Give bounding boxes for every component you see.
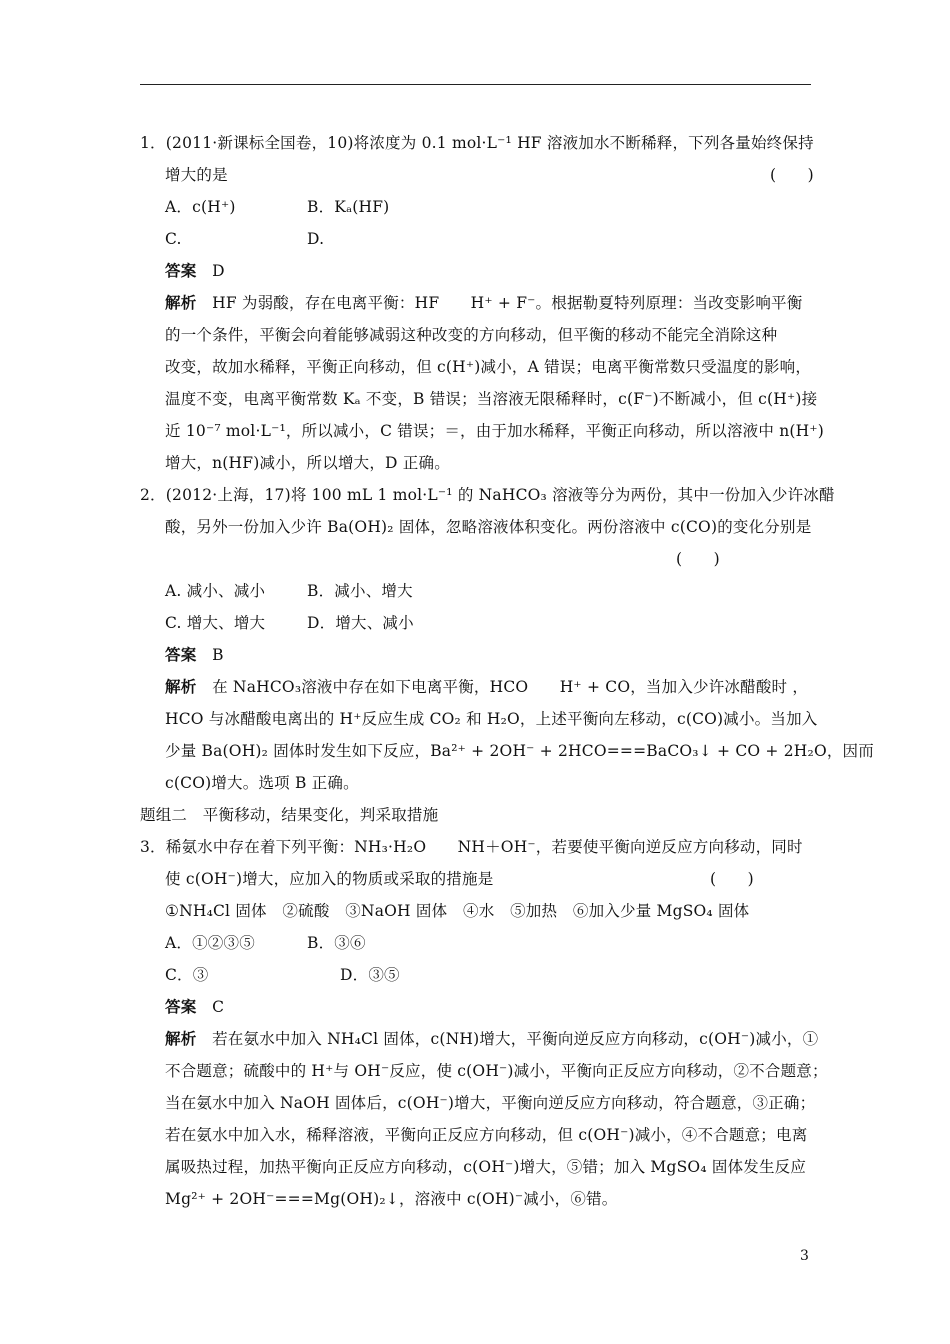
text-line: 题组二 平衡移动，结果变化，判采取措施 bbox=[140, 806, 439, 824]
text-line: 近 10⁻⁷ mol·L⁻¹，所以减小，C 错误；＝，由于加水稀释，平衡正向移动，所以溶液中 n(H⁺) bbox=[165, 422, 824, 440]
text-line: 不合题意；硫酸中的 H⁺与 OH⁻反应，使 c(OH⁻)减小，平衡向正反应方向移动，②不合题意； bbox=[165, 1062, 828, 1080]
text-line: HCO 与冰醋酸电离出的 H⁺反应生成 CO₂ 和 H₂O，上述平衡向左移动，c(CO)减小。当加入 bbox=[165, 710, 818, 728]
text-line: A．①②③⑤ bbox=[165, 934, 255, 952]
text-line: 属吸热过程，加热平衡向正反应方向移动，c(OH⁻)增大，⑤错；加入 MgSO₄ 固体发生反应 bbox=[165, 1158, 807, 1176]
text-line: ( ) bbox=[770, 166, 814, 184]
text-line: 解析 HF 为弱酸，存在电离平衡：HF H⁺ + F⁻。根据勒夏特列原理：当改变影响平衡 bbox=[165, 293, 803, 312]
text-line: Mg²⁺ + 2OH⁻===Mg(OH)₂↓，溶液中 c(OH)⁻减小，⑥错。 bbox=[165, 1190, 618, 1208]
text-line: C. 增大、增大 bbox=[165, 614, 266, 632]
text-line: D．③⑤ bbox=[340, 966, 400, 984]
text-line: 解析 在 NaHCO₃溶液中存在如下电离平衡，HCO H⁺ + CO，当加入少许冰醋酸时 ， bbox=[165, 677, 809, 696]
text-line: 增大的是 bbox=[165, 166, 228, 184]
text-line: 温度不变，电离平衡常数 Kₐ 不变，B 错误；当溶液无限稀释时，c(F⁻)不断减小，但 c(H⁺)接 bbox=[165, 390, 818, 408]
text-line: C．③ bbox=[165, 966, 209, 984]
text-line: 答案 D bbox=[165, 261, 225, 280]
text-line: B．Kₐ(HF) bbox=[307, 198, 390, 216]
text-line: ( ) bbox=[710, 870, 754, 888]
text-line: 解析 若在氨水中加入 NH₄Cl 固体，c(NH)增大，平衡向逆反应方向移动，c(OH⁻)减小，① bbox=[165, 1029, 819, 1048]
text-line: 酸，另外一份加入少许 Ba(OH)₂ 固体，忽略溶液体积变化。两份溶液中 c(CO)的变化分别是 bbox=[165, 518, 812, 536]
text-line: 答案 C bbox=[165, 997, 225, 1016]
text-line: 2．(2012·上海，17)将 100 mL 1 mol·L⁻¹ 的 NaHCO₃ 溶液等分为两份，其中一份加入少许冰醋 bbox=[140, 486, 835, 504]
text-line: 使 c(OH⁻)增大，应加入的物质或采取的措施是 bbox=[165, 870, 494, 888]
text-line: 1．(2011·新课标全国卷，10)将浓度为 0.1 mol·L⁻¹ HF 溶液加水不断稀释，下列各量始终保持 bbox=[140, 134, 814, 152]
text-line: ( ) bbox=[676, 550, 720, 568]
text-line: ①NH₄Cl 固体 ②硫酸 ③NaOH 固体 ④水 ⑤加热 ⑥加入少量 MgSO₄ 固体 bbox=[165, 902, 750, 920]
text-line: 少量 Ba(OH)₂ 固体时发生如下反应，Ba²⁺ + 2OH⁻ + 2HCO===BaCO₃↓ + CO + 2H₂O，因而 bbox=[165, 742, 874, 760]
text-line: c(CO)增大。选项 B 正确。 bbox=[165, 774, 359, 792]
text-line: D. bbox=[307, 230, 325, 248]
text-line: 3．稀氨水中存在着下列平衡：NH₃·H₂O NH＋OH⁻，若要使平衡向逆反应方向移动，同时 bbox=[140, 838, 803, 856]
text-line: A. 减小、减小 bbox=[165, 582, 266, 600]
header-rule bbox=[140, 84, 811, 85]
text-line: C. bbox=[165, 230, 182, 248]
text-line: A．c(H⁺) bbox=[165, 198, 236, 216]
text-line: 当在氨水中加入 NaOH 固体后，c(OH⁻)增大，平衡向逆反应方向移动，符合题意，③正确； bbox=[165, 1094, 816, 1112]
page-number: 3 bbox=[800, 1248, 809, 1264]
text-line: 的一个条件，平衡会向着能够减弱这种改变的方向移动，但平衡的移动不能完全消除这种 bbox=[165, 326, 778, 344]
text-line: D．增大、减小 bbox=[307, 614, 414, 632]
text-line: B．减小、增大 bbox=[307, 582, 413, 600]
text-line: 改变，故加水稀释，平衡正向移动，但 c(H⁺)减小，A 错误；电离平衡常数只受温度的影响， bbox=[165, 358, 812, 376]
text-line: B．③⑥ bbox=[307, 934, 366, 952]
text-line: 若在氨水中加入水，稀释溶液，平衡向正反应方向移动，但 c(OH⁻)减小，④不合题意；电离 bbox=[165, 1126, 808, 1144]
text-line: 增大，n(HF)减小，所以增大，D 正确。 bbox=[165, 454, 450, 472]
text-line: 答案 B bbox=[165, 645, 224, 664]
